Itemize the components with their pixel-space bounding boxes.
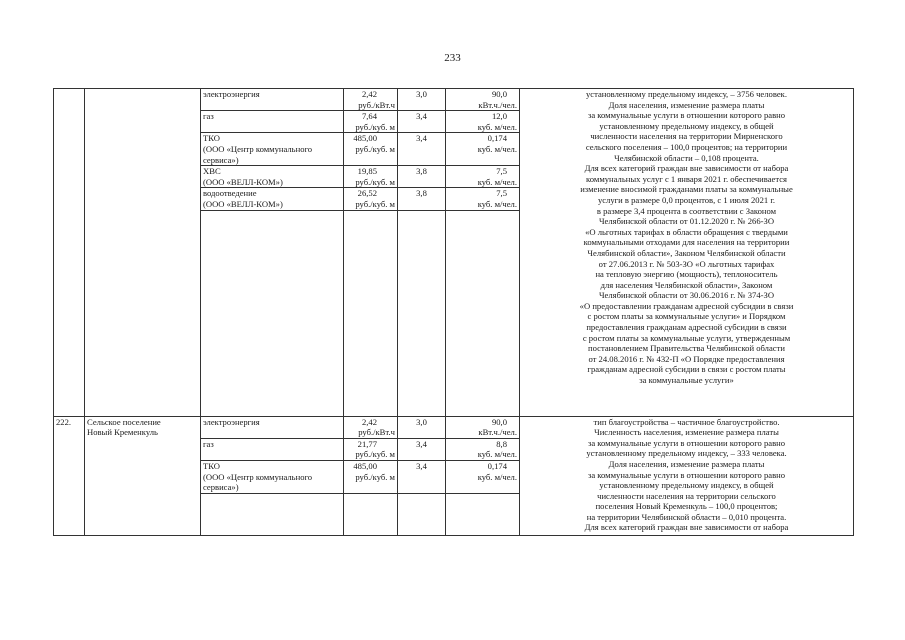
table-row [54, 416, 854, 438]
service-name: электроэнергия [201, 416, 344, 438]
tariff-cell [344, 89, 398, 111]
norm-unit: куб. м/чел. [477, 176, 517, 187]
norm-unit: куб. м/чел. [477, 449, 517, 460]
tariff-unit: руб./куб. м [355, 449, 395, 460]
table-row [54, 89, 854, 111]
page-number: 233 [444, 52, 461, 64]
tariff-value: 485,00 [353, 460, 377, 471]
norm-cell [446, 416, 520, 438]
index-value: 3,0 [398, 89, 446, 111]
row-number [54, 89, 85, 417]
norm-cell [446, 438, 520, 460]
tariff-cell [344, 111, 398, 133]
tariff-value: 21,77 [357, 438, 377, 449]
norm-unit: куб. м/чел. [477, 471, 517, 482]
index-value: 3,4 [398, 133, 446, 166]
tariff-unit: руб./куб. м [355, 471, 395, 482]
index-value: 3,0 [398, 416, 446, 438]
norm-unit: куб. м/чел. [477, 143, 517, 154]
tariff-unit: руб./кВт.ч [358, 427, 395, 438]
empty-cell [344, 493, 398, 535]
norm-value: 0,174 [487, 133, 507, 144]
empty-cell [344, 210, 398, 416]
norm-unit: куб. м/чел. [477, 121, 517, 132]
tariff-cell [344, 438, 398, 460]
norm-cell [446, 166, 520, 188]
service-name: газ [201, 438, 344, 460]
empty-cell [201, 210, 344, 416]
tariff-unit: руб./куб. м [355, 198, 395, 209]
tariff-value: 2,42 [361, 89, 377, 99]
empty-cell [398, 493, 446, 535]
tariff-value: 26,52 [357, 188, 377, 199]
row-number: 222. [54, 416, 85, 535]
norm-value: 90,0 [491, 416, 507, 427]
tariff-unit: руб./куб. м [355, 143, 395, 154]
norm-value: 0,174 [487, 460, 507, 471]
tariff-unit: руб./куб. м [355, 121, 395, 132]
norm-value: 12,0 [491, 111, 507, 122]
norm-value: 7,5 [496, 166, 507, 177]
tariff-cell [344, 416, 398, 438]
index-value: 3,8 [398, 166, 446, 188]
tariff-unit: руб./куб. м [355, 176, 395, 187]
empty-cell [201, 493, 344, 535]
norm-cell [446, 460, 520, 493]
empty-cell [398, 210, 446, 416]
index-value: 3,4 [398, 438, 446, 460]
tariff-value: 485,00 [353, 133, 377, 144]
norm-cell [446, 89, 520, 111]
index-value: 3,4 [398, 111, 446, 133]
service-name: ТКО (ООО «Центр коммунального сервиса») [201, 133, 344, 166]
norm-cell [446, 133, 520, 166]
norm-value: 8,8 [496, 438, 507, 449]
norm-value: 90,0 [491, 89, 507, 99]
norm-unit: кВт.ч./чел. [478, 99, 517, 110]
tariff-table [53, 88, 854, 536]
description-text: установленному предельному индексу, – 3756 человек. Доля населения, изменение размера платы за коммунальные услуги в отношении которого равно установленному предельному индексу, в общей численности населения на территории Мирненского сельского поселения – 100,0 процентов; на территории Челябинской области – 0,108 процента. Для всех категорий граждан вне зависимости от набора коммунальных услуг с 1 января 2021 г. обеспечивается изменение вносимой гражданами платы за коммунальные услуги в размере 0,0 процентов, с 1 июля 2021 г. в размере 3,4 процента в соответствии с Законом Челябинской области от 01.12.2020 г. № 266-ЗО «О льготных тарифах в области обращения с твердыми коммунальными отходами для населения на территории Челябинской области», Законом Челябинской области от 27.06.2013 г. № 503-ЗО «О льготных тарифах на тепловую энергию (мощность), теплоноситель для населения Челябинской области», Законом Челябинской области от 30.06.2016 г. № 374-ЗО «О предоставлении гражданам адресной субсидии в связи с ростом платы за коммунальные услуги» и Порядком предоставления гражданам адресной субсидии в связи с ростом платы за коммунальные услуги, утвержденным постановлением Правительства Челябинской области от 24.08.2016 г. № 432-П «О Порядке предоставления гражданам адресной субсидии в связи с ростом платы за коммунальные услуги» [520, 89, 854, 417]
service-name: газ [201, 111, 344, 133]
tariff-cell [344, 133, 398, 166]
tariff-value: 19,85 [357, 166, 377, 177]
tariff-cell [344, 460, 398, 493]
norm-cell [446, 111, 520, 133]
norm-value: 7,5 [496, 188, 507, 199]
tariff-cell [344, 188, 398, 210]
tariff-value: 2,42 [361, 416, 377, 427]
municipality-name [85, 89, 201, 417]
tariff-unit: руб./кВт.ч [358, 99, 395, 110]
service-name: ХВС (ООО «ВЕЛЛ-КОМ») [201, 166, 344, 188]
tariff-value: 7,64 [361, 111, 377, 122]
index-value: 3,8 [398, 188, 446, 210]
index-value: 3,4 [398, 460, 446, 493]
service-name: электроэнергия [201, 89, 344, 111]
norm-cell [446, 188, 520, 210]
municipality-name: Сельское поселение Новый Кременкуль [85, 416, 201, 535]
norm-unit: кВт.ч./чел. [478, 427, 517, 438]
tariff-cell [344, 166, 398, 188]
empty-cell [446, 210, 520, 416]
description-text: тип благоустройства – частичное благоустройство. Численность населения, изменение размера платы за коммунальные услуги в отношении которого равно установленному предельному индексу, – 333 человека. Доля населения, изменение размера платы за коммунальные услуги в отношении которого равно установленному предельному индексу, в общей численности населения на территории сельского поселения Новый Кременкуль – 100,0 процентов; на территории Челябинской области – 0,010 процента. Для всех категорий граждан вне зависимости от набора [520, 416, 854, 535]
service-name: ТКО (ООО «Центр коммунального сервиса») [201, 460, 344, 493]
empty-cell [446, 493, 520, 535]
service-name: водоотведение (ООО «ВЕЛЛ-КОМ») [201, 188, 344, 210]
norm-unit: куб. м/чел. [477, 198, 517, 209]
